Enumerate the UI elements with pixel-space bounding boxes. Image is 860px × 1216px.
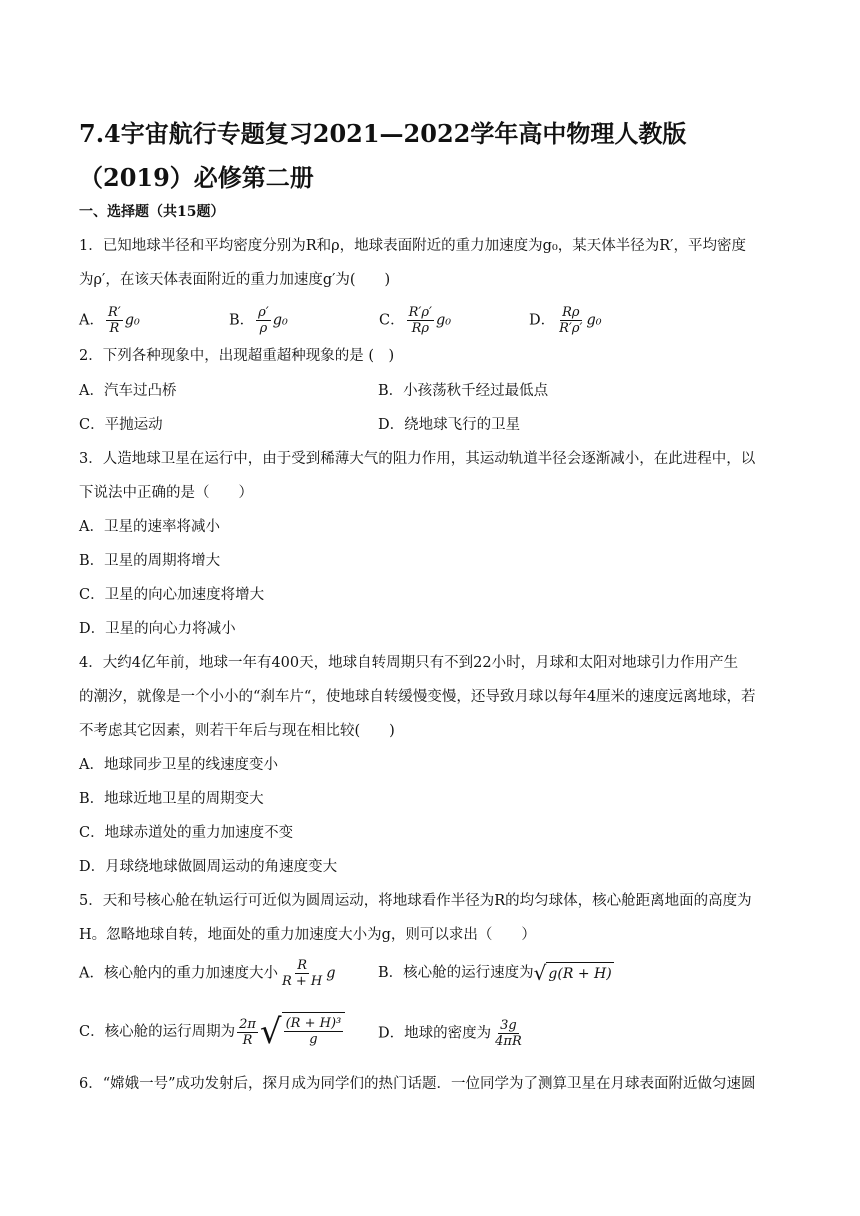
q1-stem-line1: 1．已知地球半径和平均密度分别为R和ρ，地球表面附近的重力加速度为g₀，某天体半径为R′，平均密度 bbox=[79, 238, 746, 254]
q1-option-d[interactable]: D． $\frac{R\rho}{R'\rho'}$ g₀ bbox=[529, 305, 602, 336]
q4-stem-line2: 的潮汐，就像是一个小小的“刹车片“，使地球自转缓慢变慢，还导致月球以每年4厘米的速度远离地球，若 bbox=[79, 689, 756, 705]
sqrt-expression: √ $\frac{\text{(R + H)³}}{g}$ bbox=[260, 1012, 345, 1052]
q3-option-a[interactable]: A．卫星的速率将减小 bbox=[79, 519, 220, 535]
q3-stem-line1: 3．人造地球卫星在运行中，由于受到稀薄大气的阻力作用，其运动轨道半径会逐渐减小，在此进程中，以 bbox=[79, 451, 756, 467]
fraction: $\frac{2\pi}{R}$ bbox=[239, 1016, 256, 1048]
fraction: $\frac{\rho'}{\rho}$ bbox=[258, 305, 269, 336]
q1-option-a[interactable]: A． $\frac{R'}{R}$ g₀ bbox=[79, 305, 140, 336]
section-heading: 一、选择题（共15题） bbox=[79, 204, 225, 220]
q4-option-b[interactable]: B．地球近地卫星的周期变大 bbox=[79, 791, 264, 807]
q2-option-d[interactable]: D．绕地球飞行的卫星 bbox=[378, 417, 521, 433]
q2-option-c[interactable]: C．平抛运动 bbox=[79, 417, 163, 433]
q1-option-b[interactable]: B． $\frac{\rho'}{\rho}$ g₀ bbox=[229, 305, 288, 336]
fraction: $\frac{R'\rho'}{R\rho}$ bbox=[408, 305, 432, 336]
q1-option-c[interactable]: C． $\frac{R'\rho'}{R\rho}$ g₀ bbox=[379, 305, 452, 336]
q4-stem-line1: 4．大约4亿年前，地球一年有400天，地球自转周期只有不到22小时，月球和太阳对地球引力作用产生 bbox=[79, 655, 739, 671]
q3-option-c[interactable]: C．卫星的向心加速度将增大 bbox=[79, 587, 265, 603]
q2-option-b[interactable]: B．小孩荡秋千经过最低点 bbox=[378, 383, 549, 399]
q4-option-c[interactable]: C．地球赤道处的重力加速度不变 bbox=[79, 825, 294, 841]
q5-stem-line2: H。忽略地球自转，地面处的重力加速度大小为g，则可以求出（ ） bbox=[79, 927, 536, 943]
q5-option-d[interactable]: D．地球的密度为 $\frac{3g}{4\pi R}$ bbox=[378, 1018, 522, 1049]
q3-option-d[interactable]: D．卫星的向心力将减小 bbox=[79, 621, 236, 637]
q6-stem-line1: 6．“嫦娥一号”成功发射后，探月成为同学们的热门话题．一位同学为了测算卫星在月球表面附近做匀速圆 bbox=[79, 1076, 756, 1092]
q1-stem-line2: 为ρ′，在该天体表面附近的重力加速度g′为( ) bbox=[79, 272, 391, 288]
fraction: $\frac{R\rho}{R'\rho'}$ bbox=[559, 305, 583, 336]
fraction: $\frac{3g}{4\pi R}$ bbox=[495, 1018, 522, 1049]
q5-option-b[interactable]: B．核心舱的运行速度为 √ g(R + H) bbox=[378, 961, 612, 985]
q5-stem-line1: 5．天和号核心舱在轨运行可近似为圆周运动，将地球看作半径为R的均匀球体，核心舱距离地面的高度为 bbox=[79, 893, 752, 909]
fraction: $\frac{R}{R + H}$ bbox=[281, 958, 323, 989]
q4-option-d[interactable]: D．月球绕地球做圆周运动的角速度变大 bbox=[79, 859, 338, 875]
q5-option-a[interactable]: A．核心舱内的重力加速度大小 $\frac{R}{R + H}$ g bbox=[79, 958, 336, 989]
fraction: $\frac{R'}{R}$ bbox=[107, 305, 121, 336]
q2-option-a[interactable]: A．汽车过凸桥 bbox=[79, 383, 177, 399]
q3-option-b[interactable]: B．卫星的周期将增大 bbox=[79, 553, 221, 569]
sqrt-expression: √ g(R + H) bbox=[533, 961, 612, 985]
q2-stem: 2．下列各种现象中，出现超重超种现象的是 ( ) bbox=[79, 348, 395, 364]
document-title: 7.4宇宙航行专题复习2021—2022学年高中物理人教版（2019）必修第二册 bbox=[79, 119, 687, 192]
q3-stem-line2: 下说法中正确的是（ ） bbox=[79, 485, 253, 501]
q4-option-a[interactable]: A．地球同步卫星的线速度变小 bbox=[79, 757, 278, 773]
q4-stem-line3: 不考虑其它因素，则若干年后与现在相比较( ) bbox=[79, 723, 395, 739]
q5-option-c[interactable]: C．核心舱的运行周期为 $\frac{2\pi}{R}$ √ $\frac{\text{(R + H)³}}{g}$ bbox=[79, 1012, 345, 1052]
